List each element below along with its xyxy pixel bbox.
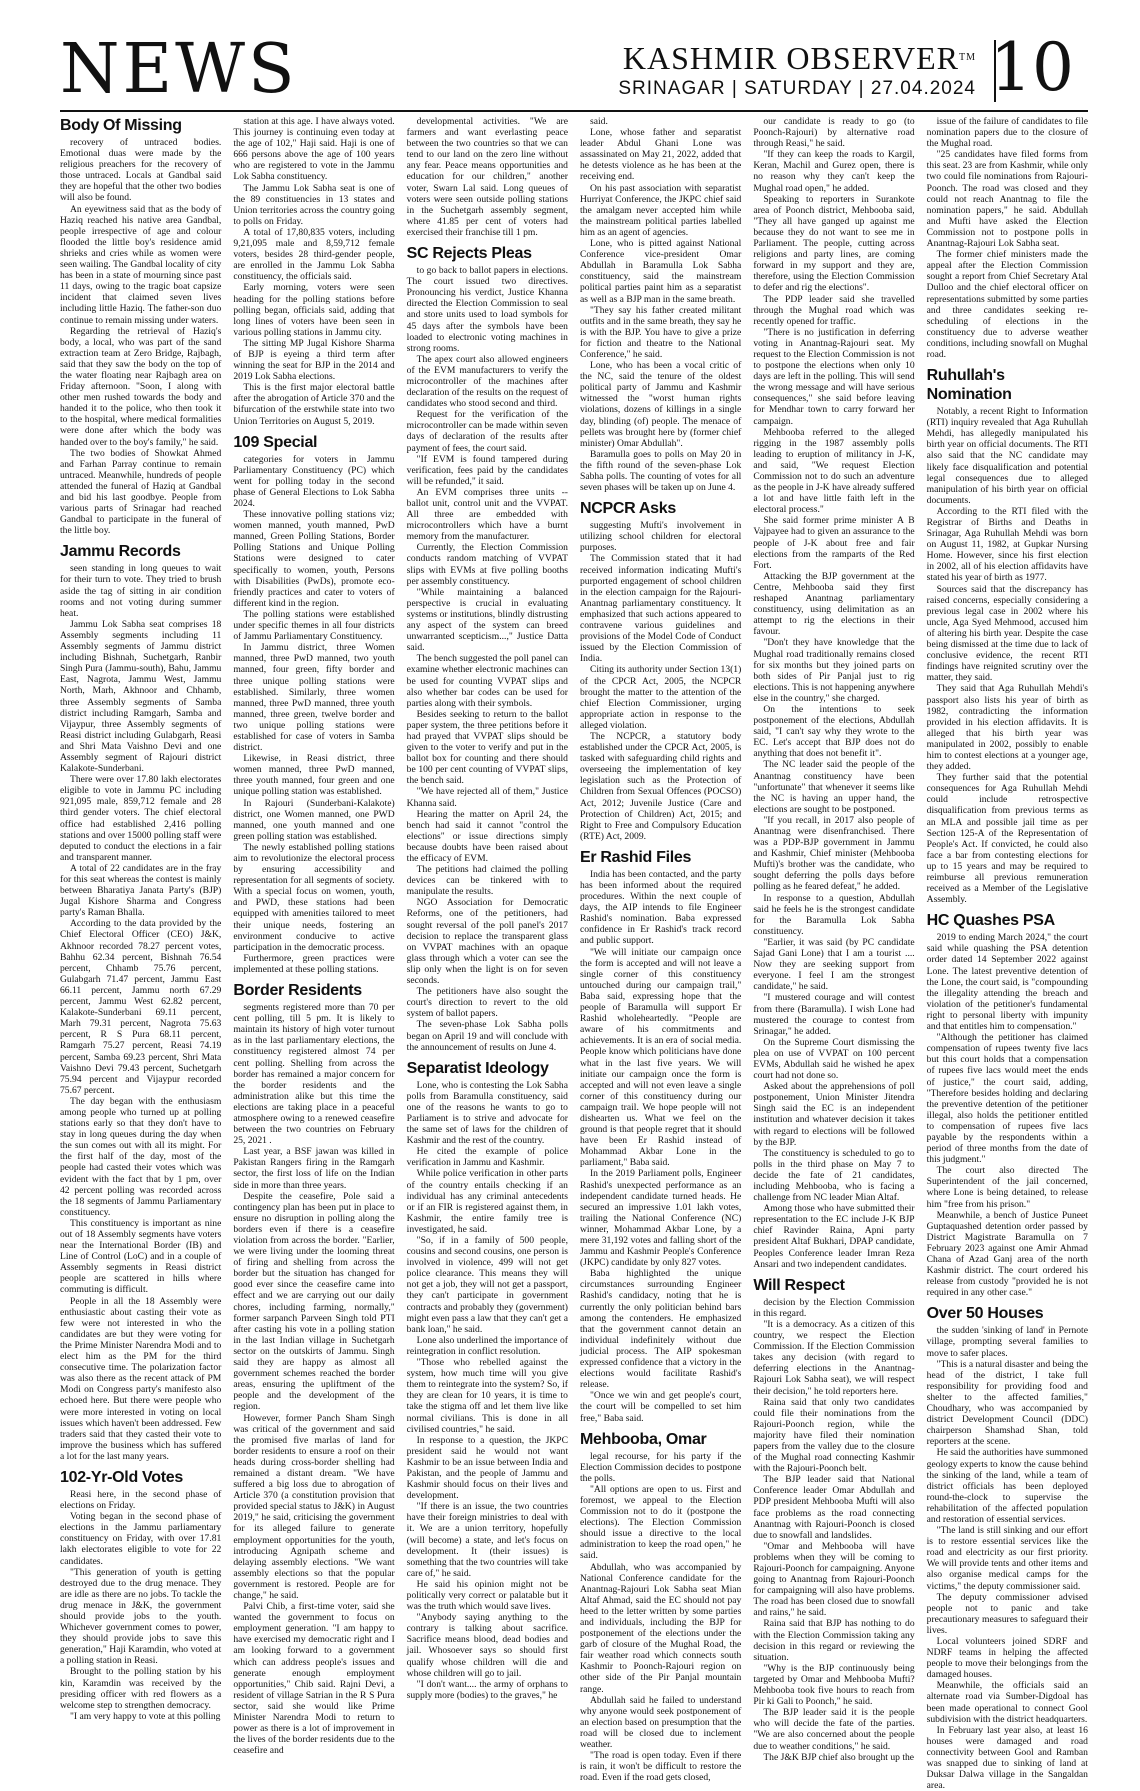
article-paragraph: An eyewitness said that as the body of Haziq reached his native area Gandbal, people irrespective of age and colour flooded the little boy's residence amid shrieks and cries while as women were seen wailing. The Gandbal locality of city has been in a state of mourning since past 11 days, owing to the tragic boat capsize incident that claimed seven lives including little Haziq. The father-son duo continue to remain missing under waters.	[60, 203, 222, 326]
article-paragraph: On the Supreme Court dismissing the plea on use of VVPAT on 100 percent EVMs, Abdullah said he wished he apex court had not done so.	[753, 1036, 915, 1082]
article-paragraph: "We will initiate our campaign once the form is accepted and will not leave a single corner of this constituency untouched during our campaign trail," Baba said, expressing hope that the people of Baramulla will support Er Rashid wholeheartedly. "People are aware of his commitments and achievements. It is an era of social media. People know which politicians have done what in the last five years. We will initiate our campaign once the form is accepted and will not even leave a single corner of this constituency during our campaign trail. We hope people will not dishearten us. What we feel on the ground is that people regret that it should have been Er Rashid instead of Mohammad Akbar Lone in the parliament," Baba said.	[579, 946, 742, 1169]
article-paragraph: Last year, a BSF jawan was killed in Pakistan Rangers firing in the Ramgarh sector, the first loss of life on the Indian side in more than three years.	[233, 1146, 395, 1191]
article-paragraph: Citing its authority under Section 13(1) of the CPCR Act, 2005, the NCPCR brought the matter to the attention of the chief Election Commissioner, urging appropriate action in response to the alleged violation.	[579, 664, 742, 731]
article-paragraph: station at this age. I have always voted. This journey is continuing even today at the age of 102," Haji said. Haji is one of 666 persons above the age of 100 years who are registered to vote in the Jammu Lok Sabha constituency.	[233, 116, 395, 183]
article-paragraph: The polling stations were established under specific themes in all four districts of Jammu Parliamentary Constituency.	[233, 608, 395, 643]
article-headline: Er Rashid Files	[579, 848, 692, 866]
article-paragraph: He said the authorities have summoned geology experts to know the cause behind the sinking of the land, while a team of district officials has been deployed round-the-clock to supervise the rehabilitation of the affected population and restoration of essential services.	[926, 1447, 1088, 1525]
article-headline: Over 50 Houses	[926, 1305, 1044, 1323]
article-paragraph: The two bodies of Showkat Ahmed and Farhan Parray continue to remain untraced. Meanwhile, hundreds of people attended the funeral of Haziq at Gandbal and bid his last goodbye. People from various parts of Srinagar had reached Gandbal to participate in the funeral of the little boy.	[60, 447, 222, 537]
article-paragraph: The NC leader said the people of the Anantnag constituency have been "unfortunate" that whenever it seems like the NC is having an upper hand, the elections are sought to be postponed.	[753, 759, 915, 815]
article-paragraph: issue of the failure of candidates to file nomination papers due to the closure of the Mughal road.	[926, 116, 1088, 150]
newspaper-brand	[623, 40, 976, 76]
news-column	[579, 116, 742, 1784]
article-paragraph: "Omar and Mehbooba will have problems when they will be coming to Rajouri-Poonch for campaigning. Anyone going to Anantnag from Rajouri-Poonch for campaigning will also have problems. The road has been closed due to snowfall and rains," he said.	[753, 1540, 915, 1619]
article-paragraph: to go back to ballot papers in elections. The court issued two directives. Pronouncing his verdict, Justice Khanna directed the Election Commission to seal and store units used to load symbols for 45 days after the symbols have been loaded to electronic voting machines in strong rooms.	[406, 265, 568, 354]
header-rule	[60, 110, 1088, 112]
article-paragraph: "25 candidates have filed forms from this seat. 23 are from Kashmir, while only two could file nominations from Rajouri-Poonch. The road was closed and they could not reach Anantnag to file the nomination papers," he said. Abdullah and Mufti have asked the Election Commission not to postpone polls in Anantnag-Rajouri Lok Sabha seat.	[926, 149, 1088, 250]
article-paragraph: "All options are open to us. First and foremost, we appeal to the Election Commission not to do it (postpone the elections). The Election Commission should issue a directive to the local administration to keep the road open," he said.	[579, 1483, 742, 1562]
article-paragraph: recovery of untraced bodies. Emotional duas were made by the religious preachers for the recovery of those untraced. Locals at Gandbal said they are hopeful that the other two bodies will also be found.	[60, 137, 222, 204]
article-paragraph: According to the data provided by the Chief Electoral Officer (CEO) J&K, Akhnoor recorded 78.27 percent votes, Bahhu 62.34 percent, Bishnah 76.54 percent, Chhamb 75.76 percent, Gulabgarh 71.47 percent, Jammu East 66.11 percent, Jammu north 67.29 percent, Jammu West 62.82 percent, Kalakote-Sunderbani 69.11 percent, Marh 79.31 percent, Nagrota 75.63 percent, R S Pura 68.11 percent, Ramgarh 75.27 percent, Reasi 74.19 percent, Samba 69.23 percent, Shri Mata Vaishno Devi 79.43 percent, Suchetgarh 75.94 percent and Vijaypur recorded 75.67 percent.	[60, 918, 222, 1096]
article-paragraph: categories for voters in Jammu Parliamentary Constituency (PC) which went for polling today in the second phase of General Elections to Lok Sabha 2024.	[233, 453, 395, 509]
article-paragraph: Hearing the matter on April 24, the bench had said it cannot "control the elections" or issue directions simply because doubts have been raised about the efficacy of EVM.	[406, 808, 568, 864]
article-paragraph: "Anybody saying anything to the contrary is talking about sacrifice. Sacrifice means blood, dead bodies and jail. Whosoever says so should first qualify whose children will die and whose children will go to jail.	[406, 1612, 568, 1679]
article-paragraph: segments registered more than 70 per cent polling, till 5 pm. It is likely to maintain its history of high voter turnout as in the last parliamentary elections, the constituency registered almost 74 per cent polling. Shelling from across the border has remained a major concern for the border residents and the administration alike but this time the elections are taking place in a peaceful atmosphere owing to a renewed ceasefire between the two countries on February 25, 2021 .	[233, 1002, 395, 1147]
article-paragraph: "We have rejected all of them," Justice Khanna said.	[406, 786, 568, 809]
news-column	[926, 116, 1088, 1791]
article-headline: Ruhullah's Nomination	[926, 367, 1012, 404]
article-paragraph: In response to a question, the JKPC president said he would not want Kashmir to be an issue between India and Pakistan, and the people of Jammu and Kashmir should focus on their lives and development.	[406, 1434, 568, 1502]
article-paragraph: Currently, the Election Commission conducts random matching of VVPAT slips with EVMs at five polling booths per assembly constituency.	[406, 542, 568, 587]
article-paragraph: He said his opinion might not be politically very correct or palatable but it was the truth which would save lives.	[406, 1578, 568, 1613]
article-paragraph: This is the first major electoral battle after the abrogation of Article 370 and the bifurcation of the erstwhile state into two Union Territories on August 5, 2019.	[233, 382, 395, 427]
article-paragraph: Lone, who has been a vocal critic of the NC, said the tenure of the oldest political party of Jammu and Kashmir witnessed the "worst human rights violations, dozens of killings in a single day, blinding (of) people. The menace of pellets was brought here by (former chief minister) Omar Abdullah".	[579, 360, 742, 449]
article-headline: Border Residents	[233, 982, 362, 1000]
article-paragraph: In the 2019 Parliament polls, Engineer Rashid's unexpected performance as an independent candidate turned heads. He secured an impressive 1.01 lakh votes, trailing the National Conference (NC) winner, Mohammad Akbar Lone, by a mere 31,192 votes and falling short of the Jammu and Kashmir People's Conference (JKPC) candidate by only 827 votes.	[579, 1168, 742, 1269]
article-paragraph: The Commission stated that it had received information indicating Mufti's purported engagement of school children in the election campaign for the Rajouri-Anantnag parliamentary constituency. It emphasized that such actions appeared to contravene various guidelines and provisions of the Model Code of Conduct issued by the Election Commission of India.	[579, 553, 742, 665]
article-paragraph: Attacking the BJP government at the Centre, Mehbooba said they first reshaped Anantnag parliamentary constituency, using delimitation as an attempt to rig the elections in their favour.	[753, 570, 915, 638]
article-paragraph: Early morning, voters were seen heading for the polling stations before polling began, officials said, adding that long lines of voters have been seen in various polling stations in Jammu city.	[233, 282, 395, 338]
article-paragraph: "I mustered courage and will contest from there (Baramulla). I wish Lone had mustered the courage to contest from Srinagar," he added.	[753, 992, 915, 1037]
article-paragraph: "Although the petitioner has claimed compensation of rupees twenty five lacs but this court holds that a compensation of rupees five lacs would meet the ends of justice," the court said, adding, "Therefore besides holding and declaring the preventive detention of the petitioner illegal, also holds the petitioner entitled to compensation of rupees five lacs payable by the respondents within a period of three months from the date of this judgment."	[926, 1032, 1088, 1166]
article-paragraph: Regarding the retrieval of Haziq's body, a local, who was part of the sand extraction team at Zero Bridge, Rajbagh, said that they saw the body on the top of the water floating near Rajbagh area on Friday afternoon. "Soon, I along with other men rushed towards the body and handed it to the police, who then took it to the hospital, where medical formalities were done after which the body was handed over to the boy's family," he said.	[60, 325, 222, 448]
article-paragraph: Sources said that the discrepancy has raised concerns, especially considering a previous legal case in 2002 where his uncle, Aga Syed Mehmood, accused him of altering his birth year. Despite the case being dismissed at the time due to lack of conclusive evidence, the recent RTI findings have reignited scrutiny over the matter, they said.	[926, 583, 1088, 684]
article-paragraph: Local volunteers joined SDRF and NDRF teams in helping the affected people to move their belongings from the damaged houses.	[926, 1636, 1088, 1681]
dateline: SRINAGAR | SATURDAY | 27.04.2024	[618, 78, 976, 99]
article-paragraph: This constituency is important as nine out of 18 Assembly segments have voters near the International Border (IB) and Line of Control (LoC) and in a couple of Assembly segments in Reasi district people are scattered in hills where commuting is difficult.	[60, 1217, 222, 1296]
article-headline: HC Quashes PSA	[926, 912, 1055, 930]
article-paragraph: A total of 22 candidates are in the fray for this seat whereas the contest is mainly between Bharatiya Janata Party's (BJP) Jugal Kishore Sharma and Congress party's Raman Bhalla.	[60, 862, 222, 919]
article-paragraph: Baramulla goes to polls on May 20 in the fifth round of the seven-phase Lok Sabha polls. The counting of votes for all seven phases will be taken up on June 4.	[579, 448, 742, 494]
article-headline: 109 Special	[233, 433, 318, 451]
article-paragraph: Lone, who is contesting the Lok Sabha polls from Baramulla constituency, said one of the reasons he wants to go to Parliament is to strive and advocate for the same set of laws for the children of Kashmir and the rest of the country.	[406, 1079, 568, 1147]
article-paragraph: They said that Aga Ruhullah Mehdi's passport also lists his year of birth as 1982, contradicting the information provided in his election affidavits. It is alleged that his birth year was manipulated in 2002, possibly to enable him to contest elections at a younger age, they added.	[926, 683, 1088, 773]
article-paragraph: Request for the verification of the microcontroller can be made within seven days of declaration of the results after payment of fees, the court said.	[406, 409, 568, 454]
article-paragraph: Abdullah, who was accompanied by National Conference candidate for the Anantnag-Rajouri Lok Sabha seat Mian Altaf Ahmad, said the EC should not pay heed to the letter written by some parties and individuals, including the BJP for postponement of the elections under the garb of closure of the Mughal Road, the fair weather road which connects south Kashmir to Poonch-Rajouri region on other side of the Pir Panjal mountain range.	[579, 1561, 742, 1695]
article-paragraph: The sitting MP Jugal Kishore Sharma of BJP is eyeing a third term after winning the seat for BJP in the 2014 and 2019 Lok Sabha elections.	[233, 337, 395, 383]
article-paragraph: The petitions had claimed the polling devices can be tinkered with to manipulate the results.	[406, 864, 568, 898]
article-paragraph: The deputy commissioner advised people not to panic and take precautionary measures to safeguard their lives.	[926, 1591, 1088, 1636]
masthead	[60, 30, 1088, 108]
article-paragraph: In response to a question, Abdullah said he feels he is the strongest candidate for the Baramulla Lok Sabha constituency.	[753, 892, 915, 937]
article-paragraph: "If EVM is found tampered during verification, fees paid by the candidates will be refunded," it said.	[406, 453, 568, 487]
article-paragraph: Besides seeking to return to the ballot paper system, the three petitions before it had prayed that VVPAT slips should be given to the voter to verify and put in the ballot box for counting and there should be 100 per cent counting of VVPAT slips, the bench said.	[406, 708, 568, 787]
article-paragraph: "The road is open today. Even if there is rain, it won't be difficult to restore the road. Even if the road gets closed,	[579, 1750, 742, 1784]
news-column	[406, 116, 568, 1701]
article-paragraph: The BJP leader said that National Conference leader Omar Abdullah and PDP president Mehbooba Mufti will also face problems as the road connecting Anantnag with Rajouri-Poonch is closed due to snowfall and landslides.	[753, 1474, 915, 1541]
article-paragraph: "While maintaining a balanced perspective is crucial in evaluating systems or institutions, blindly distrusting any aspect of the system can breed unwarranted scepticism...," Justice Datta said.	[406, 586, 568, 654]
article-paragraph: He cited the example of police verification in Jammu and Kashmir.	[406, 1146, 568, 1169]
article-paragraph: India has been contacted, and the party has been informed about the required procedures. Within the next couple of days, the AIP intends to file Engineer Rashid's nomination. Baba expressed confidence in Er Rashid's track record and public support.	[579, 868, 742, 947]
article-paragraph: "This generation of youth is getting destroyed due to the drug menace. They are idle as there are no jobs. To tackle the drug menace in J&K, the government should provide jobs to the youth. Whichever government comes to power, they should provide jobs to save this generation," Haji Karamdin, who voted at a polling station in Reasi.	[60, 1566, 222, 1667]
article-paragraph: Jammu Lok Sabha seat comprises 18 Assembly segments including 11 Assembly segments of Jammu district including Bishnah, Suchetgarh, Ranbir Singh Pura (Jammu-south), Bahu, Jammu East, Nagrota, Jammu West, Jammu North, Marh, Akhnoor and Chhamb, three Assembly segments of Samba district including Ramgarh, Samba and Vijaypur, three Assembly segments of Reasi district including Gulabgarh, Reasi and Shri Mata Vaishno Devi and one Assembly segment of Rajouri district Kalakote-Sunderbani.	[60, 618, 222, 775]
article-paragraph: Speaking to reporters in Surankote area of Poonch district, Mehbooba said, "They all have ganged up against me because they do not want to see me in Parliament. The people, cutting across religions and party lines, are coming forward in my support and they are, therefore, using the Election Commission to defer and rig the elections".	[753, 193, 915, 294]
news-column	[233, 116, 395, 1757]
article-paragraph: "Once we win and get people's court, the court will be compelled to set him free," Baba said.	[579, 1390, 742, 1424]
article-paragraph: Abdullah said he failed to understand why anyone would seek postponement of an election based on presumption that the road will be closed due to inclement weather.	[579, 1694, 742, 1751]
trademark-mark: TM	[959, 52, 976, 63]
article-paragraph: An EVM comprises three units -- ballot unit, control unit and the VVPAT. All three are embedded with microcontrollers which have a burnt memory from the manufacturer.	[406, 486, 568, 543]
article-paragraph: "If you recall, in 2017 also people of Anantnag were disenfranchised. There was a PDP-BJP government in Jammu and Kashmir, Chief minister (Mehbooba Mufti)'s brother was the candidate, who sought deferring the polls days before polling as he feared defeat," he added.	[753, 814, 915, 893]
page-number: 10	[990, 29, 1074, 106]
brand-name: KASHMIR OBSERVER	[622, 40, 959, 76]
article-paragraph: The apex court also allowed engineers of the EVM manufacturers to verify the microcontroller of the machines after declaration of the results on the request of candidates who stood second and third.	[406, 353, 568, 410]
article-paragraph: decision by the Election Commission in this regard.	[753, 1296, 915, 1319]
article-paragraph: There were over 17.80 lakh electorates eligible to vote in Jammu PC including 921,095 male, 859,712 female and 28 third gender voters. The chief electoral office had established 2,416 polling stations and over 15000 polling staff were deputed to conduct the elections in a fair and transparent manner.	[60, 774, 222, 863]
article-paragraph: our candidate is ready to go (to Poonch-Rajouri) by alternative road through Reasi," he said.	[753, 116, 915, 150]
article-paragraph: NGO Association for Democratic Reforms, one of the petitioners, had sought reversal of the poll panel's 2017 decision to replace the transparent glass on VVPAT machines with an opaque glass through which a voter can see the slip only when the light is on for seven seconds.	[406, 897, 568, 987]
article-paragraph: Mehbooba referred to the alleged rigging in the 1987 assembly polls leading to eruption of militancy in J-K, and said, "We request Election Commission not to do such an adventure as the people in J-K have already suffered a lot and have little faith left in the electoral process."	[753, 426, 915, 516]
article-paragraph: Lone, whose father and separatist leader Abdul Ghani Lone was assassinated on May 21, 2022, added that he detests violence as he has been at the receiving end.	[579, 127, 742, 183]
article-paragraph: "Why is the BJP continuously being targeted by Omar and Mehbooba Mufti? Mehbooba took five hours to reach from Pir ki Gali to Poonch," he said.	[753, 1662, 915, 1708]
article-paragraph: On his past association with separatist Hurriyat Conference, the JKPC chief said the amalgam never accepted him while the mainstream political parties labelled him as an agent of agencies.	[579, 182, 742, 238]
article-paragraph: According to the RTI filed with the Registrar of Births and Deaths in Srinagar, Aga Ruhullah Mehdi was born on August 11, 1982, at Gupkar Nursing Home. However, since his first election in 2002, all of his election affidavits have stated his year of birth as 1977.	[926, 505, 1088, 584]
article-paragraph: "They say his father created militant outfits and in the same breath, they say he is with the BJP. You have to give a prize for fiction and theatre to the National Conference," he said.	[579, 304, 742, 360]
article-paragraph: The J&K BJP chief also brought up the	[763, 1751, 915, 1763]
article-paragraph: "There is no justification in deferring voting in Anantnag-Rajouri seat. My request to the Election Commission is not to postpone the elections when only 10 days are left in the polling. This will send the wrong message and will have serious consequences," she said before leaving for Mendhar town to carry forward her campaign.	[753, 326, 915, 427]
article-headline: Mehbooba, Omar	[579, 1430, 707, 1448]
article-paragraph: Furthermore, green practices were implemented at these polling stations.	[233, 952, 395, 975]
article-paragraph: Likewise, in Reasi district, three women manned, three PwD manned, three youth manned, four green and one unique polling station was established.	[233, 753, 395, 798]
article-paragraph: "So, if in a family of 500 people, cousins and second cousins, one person is involved in violence, 499 will not get police clearance. This means they will not get a job, they will not get a passport, they can't participate in government contracts and probably they (government) might even pass a law that they can't get a bank loan," he said.	[406, 1235, 568, 1335]
article-paragraph: The former chief ministers made the appeal after the Election Commission sought a report from Chief Secretary Atal Dulloo and the chief electoral officer on representations submitted by some parties and three candidates seeking re-scheduling of elections in the constituency due to adverse weather conditions, including snowfall on Mughal road.	[926, 249, 1088, 360]
article-paragraph: "Those who rebelled against the system, how much time will you give them to reintegrate into the system? So, if they are clean for 10 years, it is time to take the stigma off and let them live like normal civilians. This is done in all civilised countries," he said.	[406, 1357, 568, 1435]
article-headline: Jammu Records	[60, 543, 181, 561]
article-paragraph: Baba highlighted the unique circumstances surrounding Engineer Rashid's candidacy, noting that he is currently the only politician behind bars among the contenders. He emphasized that the government cannot detain an individual indefinitely without due judicial process. The AIP spokesman expressed confidence that a victory in the elections would facilitate Rashid's release.	[579, 1268, 742, 1391]
article-paragraph: These innovative polling stations viz; women manned, youth manned, PwD manned, Green Polling Stations, Border Polling Stations and Unique Polling Stations were designed to cater specifically to women, youth, Persons with Disabilities (PwDs), promote eco-friendly practices and cater to voters of different kind in the region.	[233, 509, 395, 609]
article-paragraph: Meanwhile, the officials said an alternate road via Sumber-Digdoal has been made operational to connect Gool subdivision with the district headquarters.	[926, 1680, 1088, 1725]
news-column	[60, 116, 222, 1722]
article-paragraph: "Earlier, it was said (by PC candidate Sajad Gani Lone) that I am a tourist .... Now they are seeking support from everyone. I feel I am the strongest candidate," he said.	[753, 936, 915, 993]
article-paragraph: suggesting Mufti's involvement in utilizing school children for electoral purposes.	[579, 520, 742, 554]
article-paragraph: Notably, a recent Right to Information (RTI) inquiry revealed that Aga Ruhullah Mehdi, has allegedly manipulated his birth year on official documents. The RTI also said that the NC candidate may likely face disqualification and potential legal consequences due to alleged manipulation of his birth year on official documents.	[926, 406, 1088, 506]
article-paragraph: Lone, who is pitted against National Conference vice-president Omar Abdullah in Baramulla Lok Sabha constituency, said the mainstream political parties paint him as a separatist as well as a BJP man in the same breath.	[579, 238, 742, 305]
article-paragraph: On the intentions to seek postponement of the elections, Abdullah said, "I can't say why they wrote to the EC. Let's accept that BJP does not do anything that does not benefit it".	[753, 703, 915, 760]
article-paragraph: The NCPCR, a statutory body established under the CPCR Act, 2005, is tasked with safeguarding child rights and overseeing the implementation of key legislation such as the Protection of Children from Sexual Offences (POCSO) Act, 2012; Juvenile Justice (Care and Protection of Children) Act, 2015; and Right to Free and Compulsory Education (RTE) Act, 2009.	[579, 730, 742, 842]
article-paragraph: However, former Panch Sham Singh was critical of the government and said the promised five marlas of land for border residents to ensure a roof on their heads during cross-border shelling had remained a distant dream. "We have suffered a big loss due to abrogation of Article 370 (a constitution provision that provided special status to J&K) in August 2019," he said, criticising the government for its alleged failure to generate employment opportunities for the youth, introducing Agnipath scheme and delaying assembly elections. "We want assembly elections so that the popular government is restored. People are for change," he said.	[233, 1412, 395, 1601]
article-paragraph: Meanwhile, a bench of Justice Puneet Guptaquashed detention order passed by District Magistrate Baramulla on 7 February 2023 against one Amir Ahmad Chana of Azad Ganj area of the north Kashmir district. The court ordered his release from custody "provided he is not required in any other case."	[926, 1209, 1088, 1299]
article-paragraph: Palvi Chib, a first-time voter, said she wanted the government to focus on employment generation. "I am happy to have exercised my democratic right and I am looking forward to a government which can address people's issues and generate enough employment opportunities," Chib said. Rajni Devi, a resident of village Satrian in the R S Pura sector, said she would like Prime Minister Narendra Modi to return to power as there is a lot of improvement in the lives of the border residents due to the ceasefire and	[233, 1601, 395, 1757]
article-paragraph: The newly established polling stations aim to revolutionize the electoral process by ensuring accessibility and representation for all segments of society. With a special focus on women, youth, and PWD, these stations had been equipped with amenities tailored to meet their unique needs, fostering an environment conducive to active participation in the democratic process.	[233, 841, 395, 953]
article-paragraph: the sudden 'sinking of land' in Pernote village, prompting several families to move to safer places.	[926, 1325, 1088, 1359]
article-paragraph: Among those who have submitted their representation to the EC include J-K BJP chief Ravinder Raina, Apni party president Altaf Bukhari, DPAP candidate, Peoples Conference leader Imran Reza Ansari and two independent candidates.	[753, 1203, 915, 1270]
article-paragraph: Raina said that BJP has nothing to do with the Election Commission taking any decision in this regard or reviewing the situation.	[753, 1618, 915, 1663]
article-paragraph: Asked about the apprehensions of poll postponement, Union Minister Jitendra Singh said the EC is an independent institution and whatever decision it takes with regard to elections will be followed by the BJP.	[753, 1081, 915, 1148]
article-paragraph: Lone also underlined the importance of reintegration in conflict resolution.	[406, 1334, 568, 1357]
article-headline: Will Respect	[753, 1276, 845, 1294]
article-paragraph: seen standing in long queues to wait for their turn to vote. They tried to brush aside the tag of sitting in air condition rooms and not voting during summer heat.	[60, 563, 222, 619]
article-paragraph: developmental activities. "We are farmers and want everlasting peace between the two countries so that we can tend to our land on the zero line without any fear. Peace means opportunities and education for our children," another voter, Swarn Lal said. Long queues of voters were seen outside polling stations in the Suchetgarh assembly segment, where 41.85 per cent of voters had exercised their franchise till 1 pm.	[406, 116, 568, 238]
article-paragraph: The constituency is scheduled to go to polls in the third phase on May 7 to decide the fate of 21 candidates, including Mehbooba, who is facing a challenge from NC leader Mian Altaf.	[753, 1147, 915, 1204]
article-paragraph: The BJP leader said it is the people who will decide the fate of the parties. "We are also concerned about the people due to weather conditions," he said.	[753, 1707, 915, 1752]
article-paragraph: In February last year also, at least 16 houses were damaged and road connectivity between Gool and Ramban was snapped due to sinking of land at Duksar Dalwa village in the Sangaldan area.	[926, 1724, 1088, 1791]
article-paragraph: Raina said that only two candidates could file their nominations from the Rajouri-Poonch region, while the majority have filed their nomination papers from the valley due to the closure of the Mughal road connecting Kashmir with the Rajouri-Poonch belt.	[753, 1396, 915, 1475]
article-paragraph: "I don't want.... the army of orphans to supply more (bodies) to the graves," he	[406, 1678, 568, 1701]
article-paragraph: They further said that the potential consequences for Aga Ruhullah Mehdi could include retrospective disqualification from previous terms as an MLA and possible jail time as per Section 125-A of the Representation of People's Act. If convicted, he could also face a bar from contesting elections for up to 15 years and may be required to reimburse all previous remuneration received as a Member of the Legislative Assembly.	[926, 772, 1088, 906]
article-paragraph: Reasi here, in the second phase of elections on Friday.	[60, 1488, 222, 1512]
article-paragraph: said.	[589, 116, 608, 127]
article-headline: Separatist Ideology	[406, 1059, 549, 1077]
article-paragraph: While police verification in other parts of the country entails checking if an individual has any criminal antecedents or if an FIR is registered against them, in Kashmir, the entire family tree is investigated, he said.	[406, 1168, 568, 1235]
article-paragraph: 2019 to ending March 2024," the court said while quashing the PSA detention order dated 14 September 2022 against Lone. The latest preventive detention of the Lone, the court said, is "compounding the illegality attending the breach and violation of the petitioner's fundamental right to personal liberty with impunity and that entitles him to compensation."	[926, 932, 1088, 1033]
article-paragraph: She said former prime minister A B Vajpayee had to given an assurance to the people of J-K about free and fair elections from the ramparts of the Red Fort.	[753, 515, 915, 571]
article-paragraph: The bench suggested the poll panel can examine whether electronic machines can be used for counting VVPAT slips and also whether bar codes can be used for parties along with their symbols.	[406, 653, 568, 709]
article-paragraph: In Rajouri (Sunderbani-Kalakote) district, one Women manned, one PWD manned, one youth manned and one green polling station was established.	[233, 797, 395, 842]
article-paragraph: A total of 17,80,835 voters, including 9,21,095 male and 8,59,712 female voters, besides 28 third-gender people, are enrolled in the Jammu Lok Sabha constituency, the officials said.	[233, 226, 395, 283]
article-paragraph: The PDP leader said she travelled through the Mughal road which was recently opened for traffic.	[753, 293, 915, 327]
article-headline: NCPCR Asks	[579, 500, 676, 518]
article-paragraph: "If there is an issue, the two countries have their foreign ministries to deal with it. We are a union territory, hopefully (will become) a state, and let's focus on development. It (their issues) is something that the two countries will take care of," he said.	[406, 1501, 568, 1579]
article-headline: 102-Yr-Old Votes	[60, 1468, 183, 1486]
section-title: NEWS	[60, 30, 298, 109]
article-paragraph: The court also directed The Superintendent of the jail concerned, where Lone is being detained, to release him "free from his prison."	[926, 1165, 1088, 1210]
article-paragraph: "It is a democracy. As a citizen of this country, we respect the Election Commission. If the Election Commission takes any decision (with regard to deferring elections in the Anantnag-Rajouri Lok Sabha seat), we will respect their decision," he told reporters here.	[753, 1318, 915, 1397]
article-paragraph: Despite the ceasefire, Pole said a contingency plan has been put in place to ensure no disruption in polling along the borders even if there is a ceasefire violation from across the border. "Earlier, we were living under the looming threat of firing and shelling from across the border but the situation has changed for good ever since the ceasefire came into effect and we are carrying out our daily chores, including farming, normally," former sarpanch Parveen Singh told PTI after casting his vote in a polling station in the last Indian village in Suchetgarh sector on the outskirts of Jammu. Singh said they are happy as almost all government schemes reached the border areas, ensuring the upliftment of the people and the development of the region.	[233, 1190, 395, 1413]
article-paragraph: "The land is still sinking and our effort is to restore essential services like the road and electricity as our first priority. We will provide tents and other items and also organise medical camps for the victims," the deputy commissioner said.	[926, 1525, 1088, 1592]
article-headline: SC Rejects Pleas	[406, 245, 532, 263]
article-headline: Body Of Missing	[60, 117, 182, 134]
article-paragraph: "I am very happy to vote at this polling	[70, 1710, 221, 1722]
article-columns	[60, 116, 1088, 1791]
article-paragraph: People in all the 18 Assembly were enthusiastic about casting their vote as few were not interested in who the candidates are but they were voting for the Prime Minister Narendra Modi and to elect him as the PM for the third consecutive time. The polarization factor was also there as the recent attack of PM Modi on Congress party's manifesto also echoed here. But there were people who were more interested in voting on local issues which haven't been addressed. Few traders said that they casted their vote to improve the business which has suffered a lot for the last many years.	[60, 1295, 222, 1462]
article-paragraph: Voting began in the second phase of elections in the Jammu parliamentary constituency on Friday, with over 17.81 lakh electorates eligible to vote for 22 candidates.	[60, 1511, 222, 1567]
news-column	[753, 116, 915, 1763]
article-paragraph: Brought to the polling station by his kin, Karamdin was received by the presiding officer with red flowers as a welcome step to strengthen democracy.	[60, 1666, 222, 1711]
article-paragraph: The seven-phase Lok Sabha polls began on April 19 and will conclude with the announcement of results on June 4.	[406, 1019, 568, 1053]
article-paragraph: "Don't they have knowledge that the Mughal road traditionally remains closed for six months but they joined parts on both sides of Pir Panjal just to rig elections. This is not happening anywhere else in the country," she charged.	[753, 637, 915, 704]
article-paragraph: In Jammu district, three Women manned, three PwD manned, two youth manned, four green, fifty border and three unique polling stations were established. Similarly, three women manned, three PwD manned, three youth manned, three green, twelve border and two unique polling stations were established for case of voters in Samba district.	[233, 642, 395, 754]
article-paragraph: The day began with the enthusiasm among people who turned up at polling stations early so that they don't have to stay in long queues during the day when the sun comes out with all its might. For the first half of the day, most of the people had casted their votes which was evident with the fact that by 1 pm, over 42 percent polling was recorded across the 18 segments of Jammu Parliamentary constituency.	[60, 1095, 222, 1218]
article-paragraph: "This is a natural disaster and being the head of the district, I take full responsibility for providing food and shelter to the affected families," Choudhary, who was accompanied by district Development Council (DDC) chairperson Shamshad Shan, told reporters at the scene.	[926, 1358, 1088, 1448]
article-paragraph: "If they can keep the roads to Kargil, Keran, Machil and Gurez open, there is no reason why they can't keep the Mughal road open," he added.	[753, 149, 915, 194]
article-paragraph: The petitioners have also sought the court's direction to revert to the old system of ballot papers.	[406, 986, 568, 1020]
article-paragraph: The Jammu Lok Sabha seat is one of the 89 constituencies in 13 states and Union territories across the country going to polls on Friday.	[233, 182, 395, 227]
article-paragraph: legal recourse, for his party if the Election Commission decides to postpone the polls.	[579, 1450, 742, 1484]
